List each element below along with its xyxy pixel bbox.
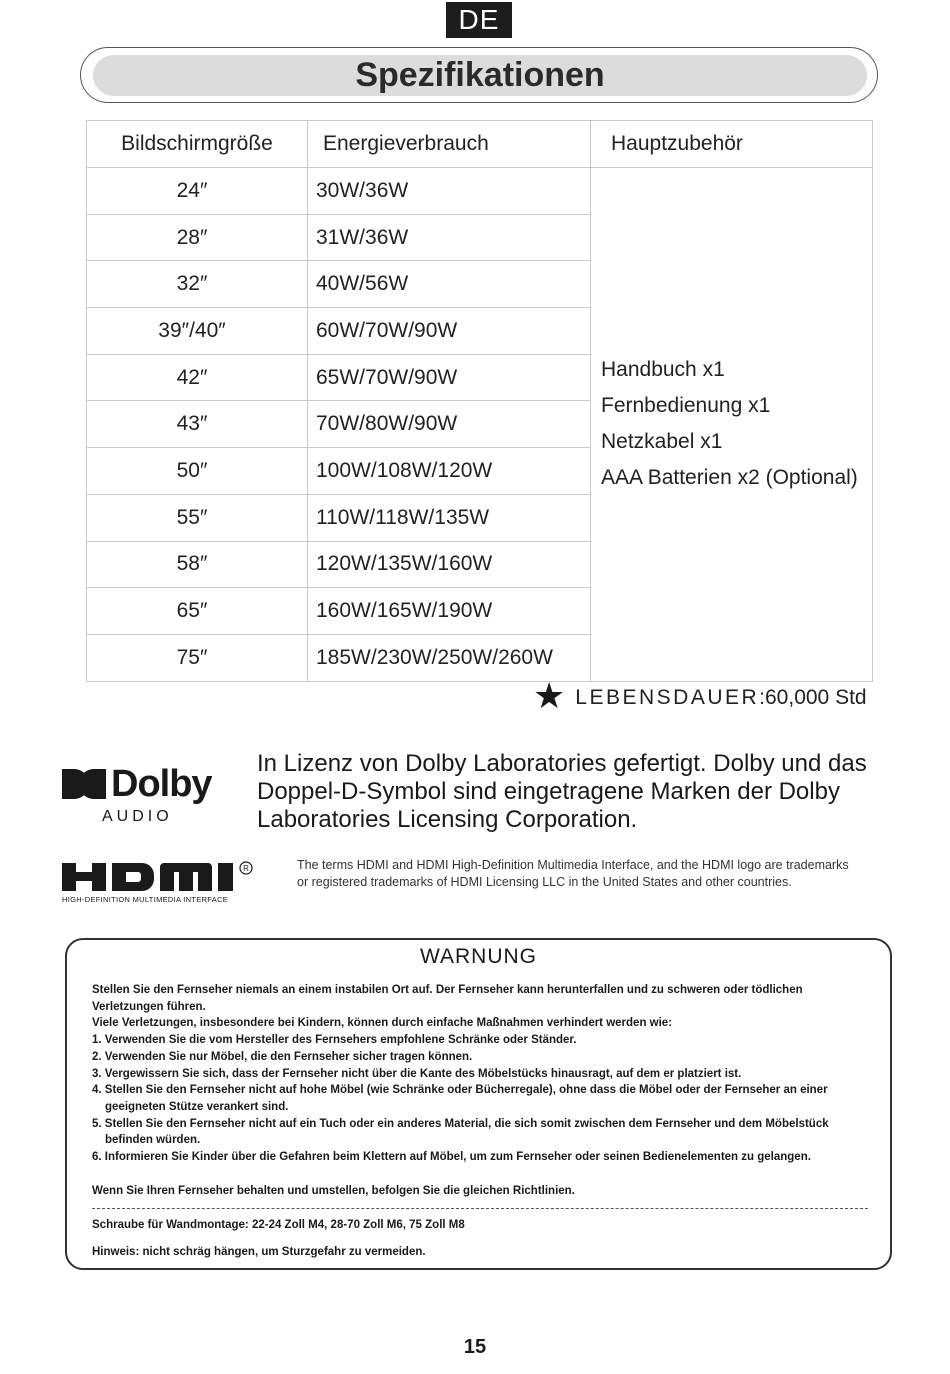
warning-item: 2. Verwenden Sie nur Möbel, die den Fernseher sicher tragen können. [92,1050,473,1063]
power-cell: 110W/118W/135W [308,494,591,541]
language-badge: DE [446,2,512,38]
accessories-cell [591,168,873,682]
screen-size-cell: 43″ [87,401,308,448]
power-cell: 40W/56W [308,261,591,308]
lifespan-label: LEBENSDAUER [575,686,760,709]
screen-size-cell: 42″ [87,354,308,401]
power-cell: 60W/70W/90W [308,308,591,355]
screen-size-cell: 24″ [87,168,308,215]
lifespan-value: :60,000 Std [759,686,867,709]
screen-size-cell: 75″ [87,634,308,681]
header-screen-size: Bildschirmgröße [87,121,308,168]
screen-size-cell: 55″ [87,494,308,541]
header-accessories: Hauptzubehör [591,121,873,168]
warning-item: 3. Vergewissern Sie sich, dass der Fernseher nicht über die Kante des Möbelstücks hinausragt, auf dem er platziert ist. [92,1067,742,1080]
power-cell: 160W/165W/190W [308,588,591,635]
power-cell: 31W/36W [308,214,591,261]
hdmi-trademark-text: The terms HDMI and HDMI High-Definition Multimedia Interface, and the HDMI logo are trademarks or registered trademarks of HDMI Licensing LLC in the United States and other countries. [297,858,849,889]
dolby-logo-sub: AUDIO [102,808,173,825]
star-icon: ★ [533,675,566,716]
power-cell: 70W/80W/90W [308,401,591,448]
warning-item: 4. Stellen Sie den Fernseher nicht auf hohe Möbel (wie Schränke oder Bücherregale), ohne dass die Möbel oder der Fernseher an einer geeigneten Stütze verankert sind. [92,1084,828,1113]
screen-size-cell: 39″/40″ [87,308,308,355]
spec-table-header [87,121,873,168]
screen-size-cell: 58″ [87,541,308,588]
dolby-license-text: In Lizenz von Dolby Laboratories gefertigt. Dolby und das Doppel-D-Symbol sind eingetragene Marken der Dolby Laboratories Licensing Corporation. [257,750,867,833]
header-power: Energieverbrauch [308,121,591,168]
table-row [87,168,873,215]
dolby-logo-word: Dolby [111,763,212,805]
accessory-item: Handbuch x1 [601,358,725,382]
warning-title: WARNUNG [419,945,538,968]
accessory-item: Netzkabel x1 [601,430,723,454]
hdmi-logo-tagline: HIGH-DEFINITION MULTIMEDIA INTERFACE [62,895,229,904]
screen-size-cell: 32″ [87,261,308,308]
warning-item: 5. Stellen Sie den Fernseher nicht auf ein Tuch oder ein anderes Material, die sich somit zwischen dem Fernseher und dem Möbelstück befinden würden. [92,1117,829,1147]
power-cell: 65W/70W/90W [308,354,591,401]
dashed-divider [92,1208,868,1209]
page-number: 15 [463,1336,487,1358]
screen-size-cell: 50″ [87,448,308,495]
wall-mount-screw-note: Schraube für Wandmontage: 22-24 Zoll M4, 28-70 Zoll M6, 75 Zoll M8 [92,1219,465,1232]
accessory-item: Fernbedienung x1 [601,394,771,418]
warning-item: 1. Verwenden Sie die vom Hersteller des Fernsehers empfohlene Schränke oder Ständer. [92,1034,577,1047]
svg-text:R: R [243,864,249,873]
screen-size-cell: 65″ [87,588,308,635]
accessory-item: AAA Batterien x2 (Optional) [601,466,858,490]
warning-body [92,982,868,1261]
power-cell: 185W/230W/250W/260W [308,634,591,681]
power-cell: 120W/135W/160W [308,541,591,588]
warning-closing: Wenn Sie Ihren Fernseher behalten und umstellen, befolgen Sie die gleichen Richtlinien. [92,1184,575,1197]
page-title: Spezifikationen [355,56,605,94]
spec-table [86,120,873,682]
power-cell: 100W/108W/120W [308,448,591,495]
screen-size-cell: 28″ [87,214,308,261]
warning-item: 6. Informieren Sie Kinder über die Gefahren beim Klettern auf Möbel, um zum Fernseher oder seinen Bedienelementen zu gelangen. [92,1151,811,1164]
lifespan-note [533,675,867,717]
power-cell: 30W/36W [308,168,591,215]
warning-intro: Stellen Sie den Fernseher niemals an einem instabilen Ort auf. Der Fernseher kann herunterfallen und zu schweren oder tödlichen Verletzungen führen. [92,984,803,1013]
warning-hint: Hinweis: nicht schräg hängen, um Sturzgefahr zu vermeiden. [92,1246,426,1259]
warning-lead: Viele Verletzungen, insbesondere bei Kindern, können durch einfache Maßnahmen verhindert werden wie: [92,1017,673,1030]
